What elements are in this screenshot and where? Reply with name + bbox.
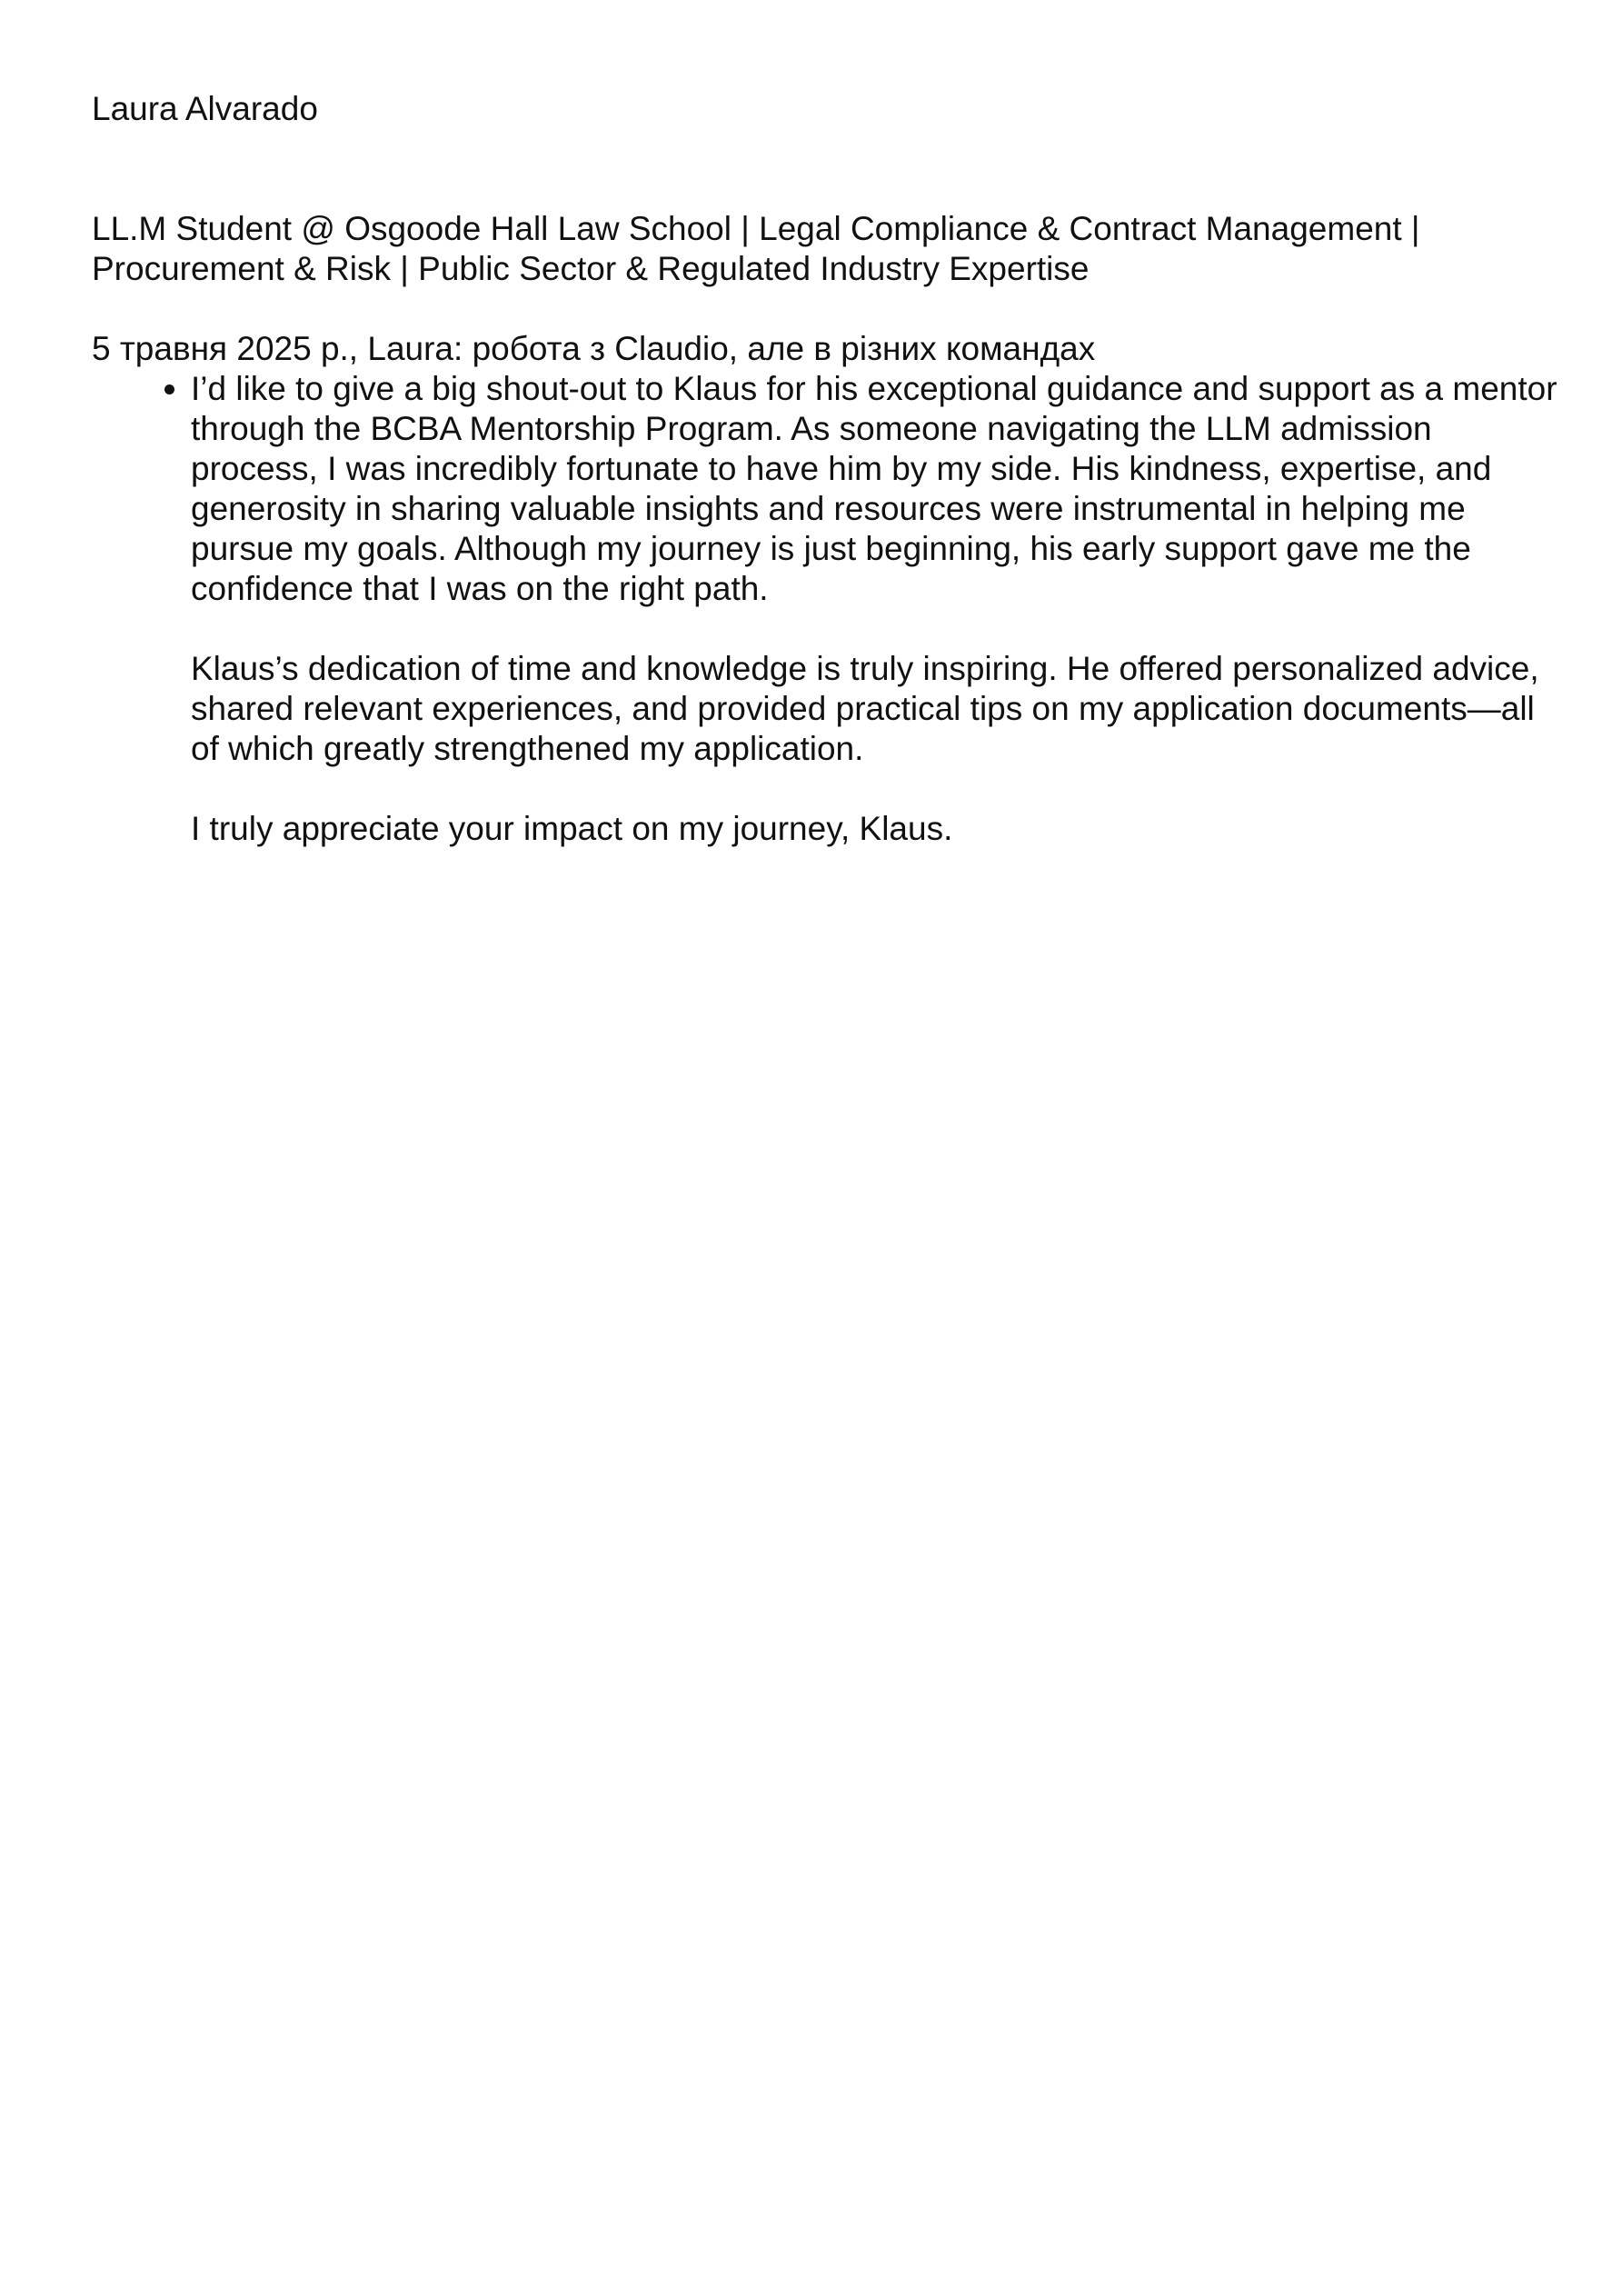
recommendation-item	[191, 369, 1564, 849]
recommendation-paragraph-2: Klaus’s dedication of time and knowledge is truly inspiring. He offered personalized advice, shared relevant experiences, and provided practical tips on my application documents—all of which greatly strengthened my application.	[191, 650, 1539, 767]
recommendation-list	[92, 369, 1564, 849]
profile-headline: LL.M Student @ Osgoode Hall Law School | Legal Compliance & Contract Management | Procurement & Risk | Public Sector & Regulated Industry Expertise	[92, 210, 1420, 287]
document-page	[92, 89, 1564, 849]
recommendation-paragraph-3: I truly appreciate your impact on my journey, Klaus.	[191, 810, 953, 847]
profile-name: Laura Alvarado	[92, 90, 318, 127]
recommendation-meta: 5 травня 2025 р., Laura: робота з Claudio, але в різних командах	[92, 330, 1096, 367]
recommendation-paragraph-1: • I’d like to give a big shout-out to Klaus for his exceptional guidance and support as a mentor through the BCBA Mentorship Program. As someone navigating the LLM admission process, I was incredibly fortunate to have him by my side. His kindness, expertise, and generosity in sharing valuable insights and resources were instrumental in helping me pursue my goals. Although my journey is just beginning, his early support gave me the confidence that I was on the right path.	[191, 370, 1557, 607]
